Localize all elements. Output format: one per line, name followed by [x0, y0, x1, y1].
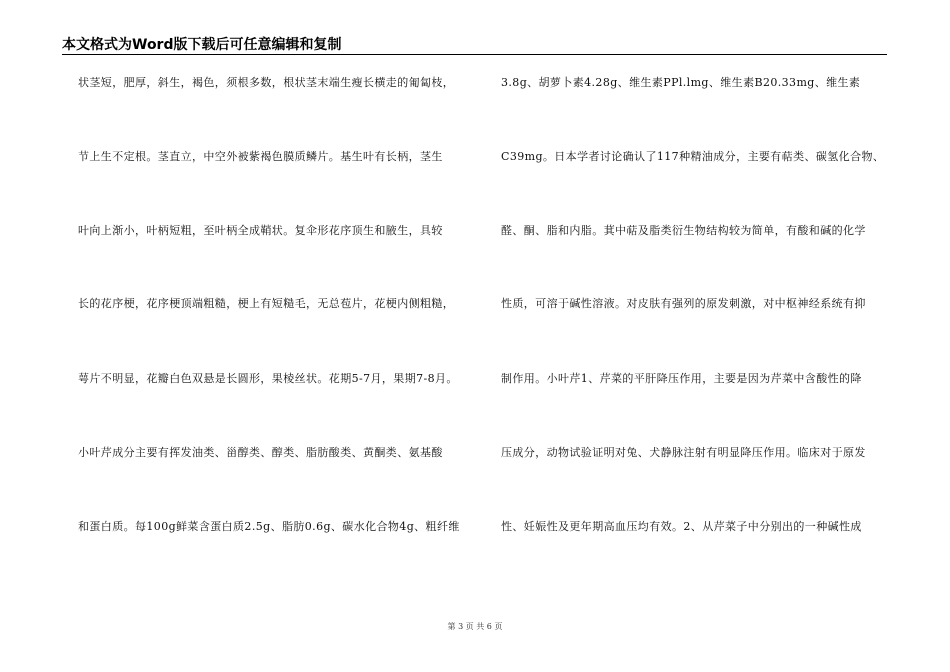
text-line: C39mg。日本学者讨论确认了117种精油成分，主要有萜类、碳氢化合物、	[501, 150, 885, 163]
header-divider	[62, 54, 887, 55]
text-line: 制作用。小叶芹1、芹菜的平肝降压作用，主要是因为芹菜中含酸性的降	[501, 372, 862, 385]
text-line: 性、妊娠性及更年期高血压均有效。2、从芹菜子中分别出的一种碱性成	[501, 520, 862, 533]
text-line: 压成分，动物试验证明对兔、犬静脉注射有明显降压作用。临床对于原发	[501, 446, 866, 459]
text-line: 3.8g、胡萝卜素4.28g、维生素PPl.lmg、维生素B20.33mg、维生素	[501, 76, 861, 89]
document-header-title: 本文格式为Word版下载后可任意编辑和复制	[62, 37, 342, 53]
page-number: 第 3 页 共 6 页	[447, 622, 503, 631]
text-line: 状茎短，肥厚，斜生，褐色，须根多数，根状茎末端生瘦长横走的匍匐枝，	[78, 76, 455, 89]
text-line: 醛、酮、脂和内脂。萁中萜及脂类衍生物结构较为简单，有酸和碱的化学	[501, 224, 866, 237]
text-line: 萼片不明显，花瓣白色双悬是长圆形，果棱丝状。花期5-7月，果期7-8月。	[78, 372, 458, 385]
text-line: 小叶芹成分主要有挥发油类、甾醇类、醇类、脂肪酸类、黄酮类、氨基酸	[78, 446, 443, 459]
text-line: 和蛋白质。每100g鲜菜含蛋白质2.5g、脂肪0.6g、碳水化合物4g、粗纤维	[78, 520, 460, 533]
text-line: 节上生不定根。茎直立，中空外被紫褐色膜质鳞片。基生叶有长柄，茎生	[78, 150, 443, 163]
text-line: 性质，可溶于碱性溶液。对皮肤有强列的原发刺激，对中枢神经系统有抑	[501, 297, 866, 310]
text-line: 叶向上渐小，叶柄短粗，至叶柄全成鞘状。复伞形花序顶生和腋生，具较	[78, 224, 443, 237]
text-line: 长的花序梗，花序梗顶端粗糙，梗上有短糙毛，无总苞片，花梗内侧粗糙，	[78, 297, 455, 310]
